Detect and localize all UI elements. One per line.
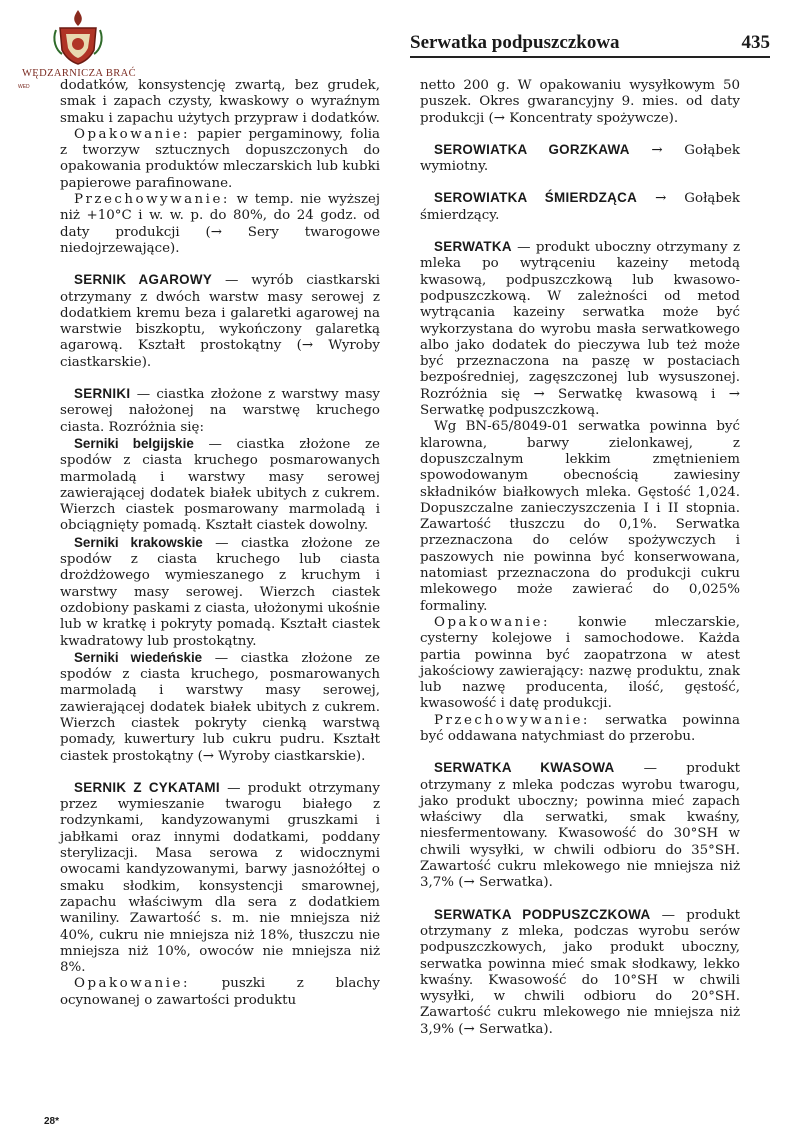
entry [420,190,740,224]
entry [420,142,740,176]
paragraph [60,192,380,257]
entry-heading: SEROWIATKA ŚMIERDZĄCA [434,190,638,206]
paragraph: Wg BN-65/8049-01 serwatka powinna być klarowna, barwy zielonkawej, z dopuszczalnym lekkim zmętnieniem spowodowanym obecnością zawiesiny składników białkowych mleka. Gęstość 1,024. Dopuszczalne zanieczyszczenia I i II stopnia. Zawartość tłuszczu do 0,1%. Serwatka przeznaczona do celów spożywczych i paszowych nie powinna być konserwowana, natomiast przeznaczona do produkcji cukru mlekowego może zawierać do 0,025% formaliny. [420,419,740,614]
paragraph: dodatków, konsystencję zwartą, bez grudek, smak i zapach czysty, kwaskowy o wyraźnym smaku i zapachu użytych przypraw i dodatków. [60,78,380,126]
left-column [60,78,380,1009]
paragraph [60,127,380,192]
right-column [420,78,740,1038]
paragraph [420,615,740,713]
subentry-heading: Serniki wiedeńskie [74,649,203,665]
subentry-text: — ciastka złożone ze spodów z ciasta kruchego posmarowanych marmoladą i warstwy masy serowej zawierającej dodatek białek ubitych z cukrem. Wierzch ciastek posmarowany marmoladą i obciągnięty pomadą. Kształt ciastek dowolny. [60,436,380,534]
paragraph [60,976,380,1009]
page-number: 435 [741,32,770,53]
label: Przechowywanie: [74,192,230,208]
entry-text: → Gołąbek wymiotny. [420,142,740,175]
text: w temp. nie wyższej niż +10°C i w. w. p. do 80%, do 24 godz. od daty produkcji (→ Sery twarogowe niedojrzewające). [60,192,380,256]
entry-heading: SERNIK Z CYKATAMI [74,779,220,795]
label: Opakowanie: [434,614,550,630]
subentry [60,535,380,650]
entry [60,780,380,977]
subentry [60,650,380,765]
paragraph: netto 200 g. W opakowaniu wysyłkowym 50 puszek. Okres gwarancyjny 9. mies. od daty produkcji (→ Koncentraty spożywcze). [420,78,740,126]
entry [420,907,740,1038]
label: Opakowanie: [74,976,190,992]
text: puszki z blachy ocynowanej o zawartości produktu [60,976,380,1008]
label: Opakowanie: [74,126,190,142]
logo-name: WĘDZARNICZA BRAĆ [21,68,137,79]
text: konwie mleczarskie, cysterny kolejowe i samochodowe. Każda partia powinna być zaopatrzona w atest jakościowy zawierający: nazwę produktu, znak lub nazwę producenta, ilość, gęstość, kwasowość i datę produkcji. [420,614,740,712]
entry-heading: SERNIKI [74,386,131,402]
subentry-text: — ciastka złożone ze spodów z ciasta kruchego lub ciasta drożdżowego wymieszanego z kruchym i warstwy masy serowej. Wierzch ciastek ozdobiony paskami z ciasta, ułożonymi ukośnie lub w kratkę i pokryty pomadą. Kształt ciastek kwadratowy lub prostokątny. [60,535,380,649]
subentry [60,436,380,535]
entry-text: — produkt otrzymany z mleka podczas wyrobu twarogu, jako produkt uboczny; powinna mieć zapach właściwy dla serwatki, smak kwaśny, niesfermentowany. Kwasowość do 30°SH w chwili wysyłki, w chwili odbioru do 35°SH. Zawartość cukru mlekowego nie mniejsza niż 3,7% (→ Serwatka). [420,761,740,891]
text: serwatka powinna być oddawana natychmiast do przerobu. [420,712,740,744]
signature-mark: 28* [44,1116,60,1127]
entry-text: → Gołąbek śmierdzący. [420,191,740,223]
entry-heading: SEROWIATKA GORZKAWA [434,141,630,157]
logo-subtext: WED [18,84,30,90]
paragraph [420,713,740,746]
subentry-text: — ciastka złożone ze spodów z ciasta kruchego, posmarowanych marmoladą i warstwy masy serowej, zawierającej dodatek białek ubitych z cukrem. Wierzch ciastek pokryty cienką warstwą pomady, kuwertury lub cukru pudru. Kształt ciastek prostokątny (→ Wyroby ciastkarskie). [60,650,380,764]
entry-text: — wyrób ciastkarski otrzymany z dwóch warstw masy serowej z dodatkiem kremu beza i galaretki agarowej na warstwie biszkoptu, wykończony galaretką agarową. Kształt prostokątny (→ Wyroby ciastkarskie). [60,273,380,370]
entry-text: — produkt uboczny otrzymany z mleka po wytrąceniu kazeiny metodą kwasową, podpuszczkową lub kwasowo-podpuszczkową. W zależności od metod wytrącania kazeiny serwatka może być wykorzystana do wyrobu masła serwatkowego albo jako dodatek do pieczywa lub też może być przeznaczona na paszę w postaciach bezpośredniej, zagęszczonej lub wysuszonej. Rozróżnia się → Serwatkę kwasową i → Serwatkę podpuszczkową. [420,240,740,419]
entry-heading: SERNIK AGAROWY [74,272,213,288]
subentry-heading: Serniki belgijskie [74,435,194,451]
entry [420,760,740,891]
entry-text: — ciastka złożone z warstwy masy serowej nałożonej na warstwę kruchego ciasta. Rozróżnia się: [60,387,380,435]
entry [60,272,380,371]
label: Przechowywanie: [434,712,590,728]
entry-heading: SERWATKA KWASOWA [434,760,615,776]
crest-icon [50,6,106,66]
entry-text: — produkt otrzymany z mleka, podczas wyrobu serów podpuszczkowych, jako produkt uboczny, serwatka powinna mieć smak słodkawy, lekko kwaśny. Kwasowość do 10°SH w chwili wysyłki, w chwili odbioru do 20°SH. Zawartość cukru mlekowego nie mniejsza niż 3,9% (→ Serwatka). [420,907,740,1037]
entry-text: — produkt otrzymany przez wymieszanie twarogu białego z rodzynkami, kandyzowanymi gruszkami i jabłkami oraz innymi dodatkami, poddany sterylizacji. Masa serowa z widocznymi owocami kandyzowanymi, barwy jasnożółtej o smaku słodkim, konsystencji smarownej, zapachu właściwym dla sera z dodatkiem waniliny. Zawartość s. m. nie mniejsza niż 40%, cukru nie mniejsza niż 18%, tłuszczu nie mniejsza niż 10%, owoców nie mniejsza niż 8%. [60,780,380,976]
page-header [410,26,770,58]
text: papier pergaminowy, folia z tworzyw sztucznych dopuszczonych do opakowania produktów mleczarskich lub kubki papierowe parafinowane. [60,126,380,191]
entry-heading: SERWATKA [434,239,512,255]
subentry-heading: Serniki krakowskie [74,534,203,550]
entry-heading: SERWATKA PODPUSZCZKOWA [434,906,651,922]
running-title: Serwatka podpuszczkowa [410,32,620,53]
entry [420,239,740,419]
entry [60,386,380,436]
